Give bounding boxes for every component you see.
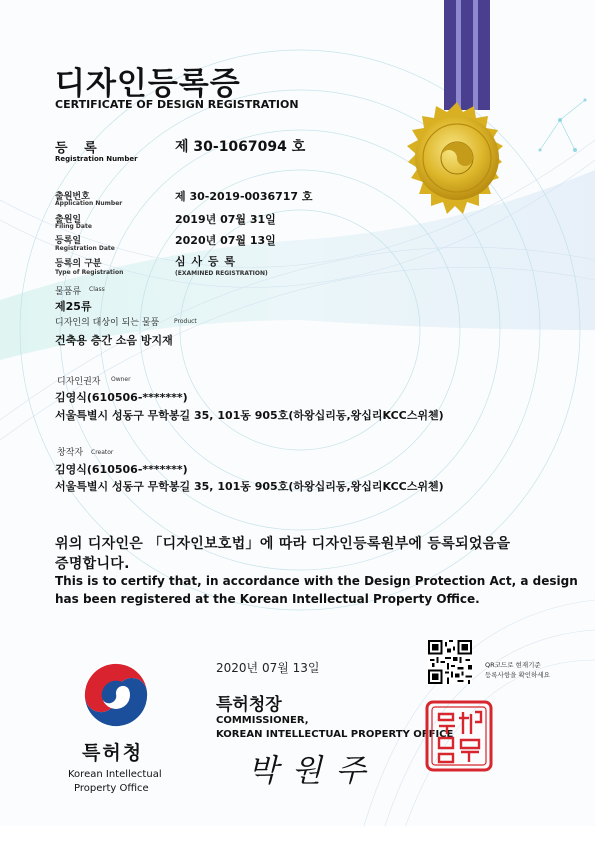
creator-label: 창작자 xyxy=(57,448,84,458)
owner-label-en: Owner xyxy=(111,376,131,383)
registration-date-value: 2020년 07월 13일 xyxy=(175,234,276,247)
commissioner-title-ko: 특허청장 xyxy=(216,695,282,715)
owner-label: 디자인권자 xyxy=(57,377,101,387)
creator-address: 서울특별시 성동구 무학봉길 35, 101동 905호(하왕십리동,왕십리KCC스위첸) xyxy=(55,480,444,493)
issue-date: 2020년 07월 13일 xyxy=(216,661,320,675)
title-korean: 디자인등록증 xyxy=(55,66,241,102)
filing-date-value: 2019년 07월 31일 xyxy=(175,213,276,226)
registration-date-label-en: Registration Date xyxy=(55,245,115,252)
qr-note-line2: 등록사항을 확인하세요 xyxy=(485,671,550,679)
application-number-value: 제 30-2019-0036717 호 xyxy=(175,190,313,203)
title-english: CERTIFICATE OF DESIGN REGISTRATION xyxy=(55,98,299,111)
registration-date-label: 등록일 xyxy=(55,236,82,246)
gold-seal-icon xyxy=(397,100,517,220)
commissioner-title-en-line1: COMMISSIONER, xyxy=(216,715,309,726)
certification-en-line1: This is to certify that, in accordance with the Design Protection Act, a design xyxy=(55,574,578,588)
office-name-ko: 특허청 xyxy=(82,742,144,764)
registration-type-value-en: (EXAMINED REGISTRATION) xyxy=(175,270,268,277)
registration-number-label-en: Registration Number xyxy=(55,155,138,163)
taegeuk-logo-icon xyxy=(79,658,153,732)
qr-note-line1: QR코드로 현재기준 xyxy=(485,661,541,669)
owner-name: 김영식(610506-*******) xyxy=(55,391,188,404)
certification-ko-line2: 증명합니다. xyxy=(55,556,130,572)
creator-label-en: Creator xyxy=(91,449,114,456)
class-label: 물품류 xyxy=(55,287,82,297)
registration-type-label: 등록의 구분 xyxy=(55,259,102,269)
certification-ko-line1: 위의 디자인은 「디자인보호법」에 따라 디자인등록원부에 등록되었음을 xyxy=(55,536,511,552)
product-value: 건축용 층간 소음 방지재 xyxy=(55,334,173,347)
creator-name: 김영식(610506-*******) xyxy=(55,463,188,476)
filing-date-label-en: Filing Date xyxy=(55,223,92,230)
office-name-en-line1: Korean Intellectual xyxy=(68,769,162,780)
product-label: 디자인의 대상이 되는 물품 xyxy=(55,318,160,328)
qr-code-icon[interactable] xyxy=(428,640,472,684)
application-number-label-en: Application Number xyxy=(55,200,123,207)
product-label-en: Product xyxy=(174,318,197,325)
application-number-label: 출원번호 xyxy=(55,192,90,202)
office-name-en-line2: Property Office xyxy=(74,783,149,794)
filing-date-label: 출원일 xyxy=(55,215,82,225)
registration-number-value: 제 30-1067094 호 xyxy=(175,139,306,155)
certification-en-line2: has been registered at the Korean Intellectual Property Office. xyxy=(55,592,480,606)
official-seal-stamp xyxy=(425,700,493,772)
registration-type-label-en: Type of Registration xyxy=(55,269,124,276)
commissioner-signature: 박 원 주 xyxy=(248,753,368,789)
owner-address: 서울특별시 성동구 무학봉길 35, 101동 905호(하왕십리동,왕십리KCC스위첸) xyxy=(55,409,444,422)
class-label-en: Class xyxy=(89,286,105,293)
commissioner-title-en-line2: KOREAN INTELLECTUAL PROPERTY OFFICE xyxy=(216,729,454,740)
registration-number-label: 등 록 xyxy=(55,141,103,156)
class-value: 제25류 xyxy=(55,300,92,313)
registration-type-value: 심 사 등 록 xyxy=(175,255,236,268)
